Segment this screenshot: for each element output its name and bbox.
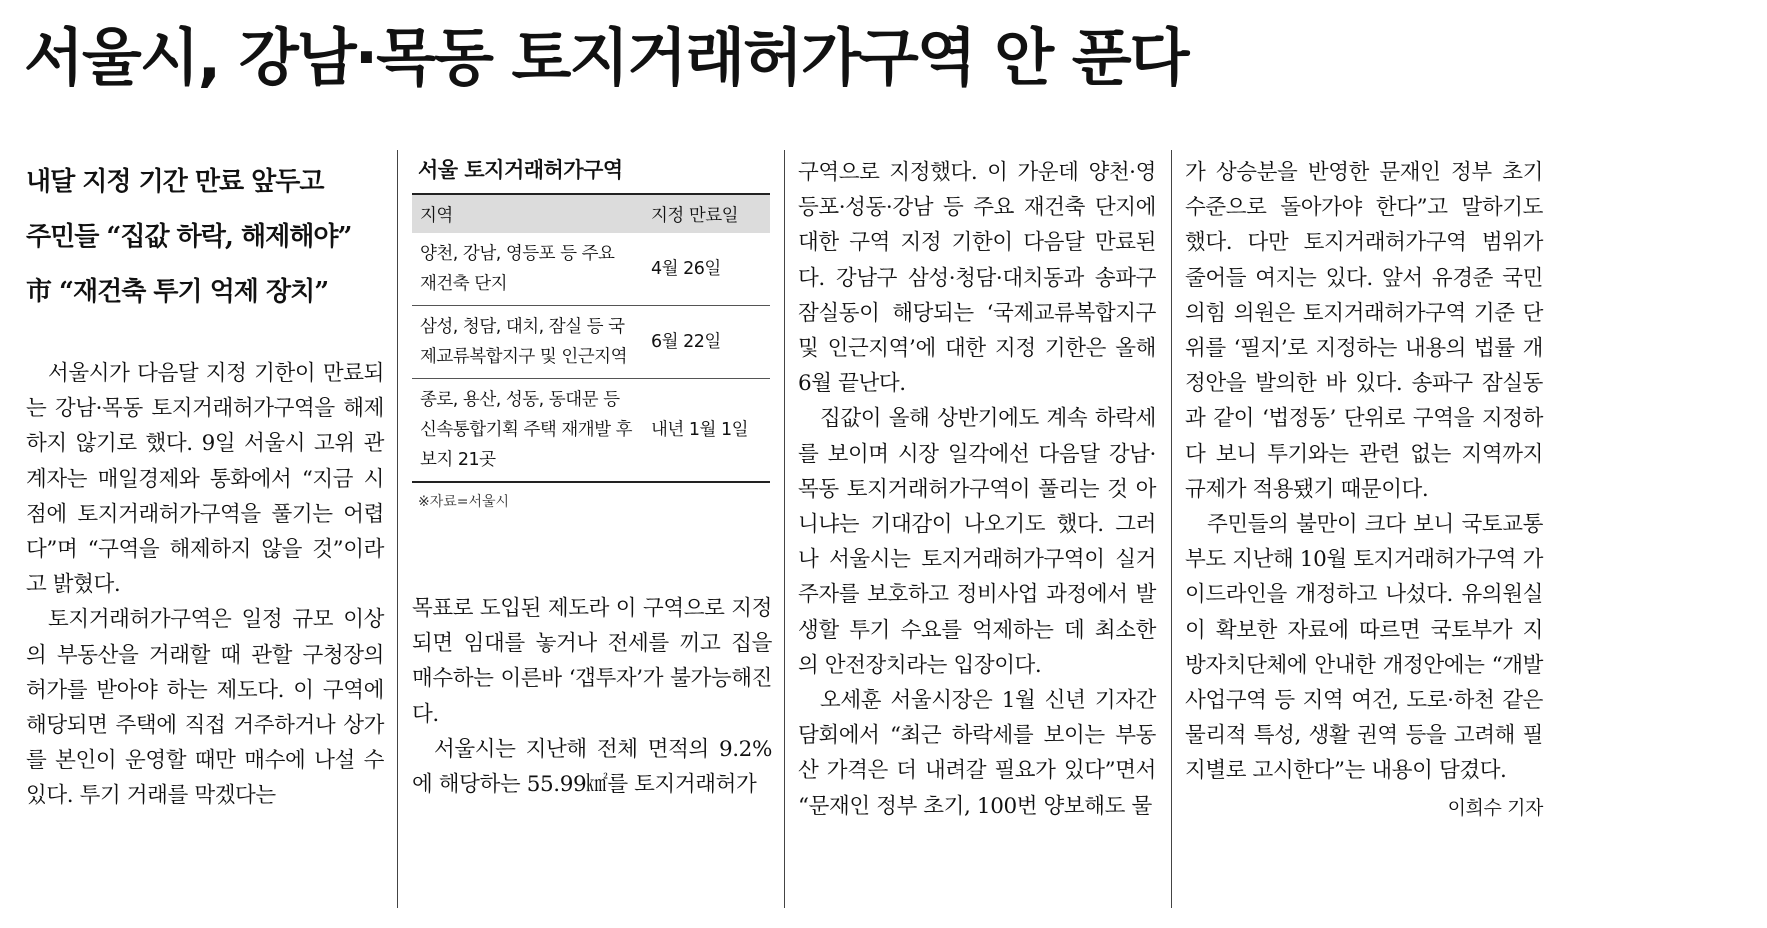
table-cell-region: 종로, 용산, 성동, 동대문 등 신속통합기획 주택 재개발 후보지 21곳 <box>412 379 643 483</box>
article-paragraph: 서울시는 지난해 전체 면적의 9.2%에 해당하는 55.99㎢를 토지거래허가 <box>412 736 772 798</box>
article-paragraph: 가 상승분을 반영한 문재인 정부 초기 수준으로 돌아가야 한다”고 말하기도 했다. 다만 토지거래허가구역 범위가 줄어들 여지는 있다. 앞서 유경준 국민의힘 의원은 토지거래허가구역 기준 단위를 ‘필지’로 지정하는 내용의 법률 개정안을 발의한 바 있다. 송파구 잠실동과 같이 ‘법정동’ 단위로 구역을 지정하다 보니 투기와는 관련 없는 지역까지 규제가 적용됐기 때문이다. <box>1185 160 1543 502</box>
table-title: 서울 토지거래허가구역 <box>418 158 623 182</box>
table-header-expiry: 지정 만료일 <box>643 194 770 233</box>
subheadline: 주민들 “집값 하락, 해제해야” <box>26 222 352 252</box>
article-paragraph: 구역으로 지정했다. 이 가운데 양천·영등포·성동·강남 등 주요 재건축 단지에 대한 구역 지정 기한이 다음달 만료된다. 강남구 삼성·청담·대치동과 송파구 잠실동이 해당되는 ‘국제교류복합지구 및 인근지역’에 대한 지정 기한은 올해 6월 끝난다. <box>798 160 1156 397</box>
article-paragraph-text: 주민들의 불만이 크다 보니 국토교통부도 지난해 10월 토지거래허가구역 가이드라인을 개정하고 나섰다. 유의원실이 확보한 자료에 따르면 국토부가 지방자치단체에 안내한 개정안에는 “개발사업구역 등 지역 여건, 도로·하천 같은 물리적 특성, 생활 권역 등을 고려해 필지별로 고시한다”는 내용이 담겼다. <box>1185 512 1543 784</box>
article-column-2 <box>412 155 772 910</box>
table-source: ※자료=서울시 <box>418 494 510 510</box>
column-divider <box>784 150 785 908</box>
subheadlines <box>26 155 384 320</box>
table-cell-region: 삼성, 청담, 대치, 잠실 등 국제교류복합지구 및 인근지역 <box>412 306 643 379</box>
table-cell-expiry: 4월 26일 <box>643 233 770 306</box>
article-column-1 <box>26 155 384 910</box>
table-cell-region: 양천, 강남, 영등포 등 주요 재건축 단지 <box>412 233 643 306</box>
headline: 서울시, 강남·목동 토지거래허가구역 안 푼다 <box>24 21 1188 94</box>
table-cell-expiry: 6월 22일 <box>643 306 770 379</box>
article-paragraph: 서울시가 다음달 지정 기한이 만료되는 강남·목동 토지거래허가구역을 해제하지 않기로 했다. 9일 서울시 고위 관계자는 매일경제와 통화에서 “지금 시점에 토지거래허가구역을 풀기는 어렵다”며 “구역을 해제하지 않을 것”이라고 밝혔다. <box>26 361 384 598</box>
article-paragraph: 오세훈 서울시장은 1월 신년 기자간담회에서 “최근 하락세를 보이는 부동산 가격은 더 내려갈 필요가 있다”면서 “문재인 정부 초기, 100번 양보해도 물 <box>798 688 1156 819</box>
zones-table <box>412 193 770 483</box>
byline: 이희수 기자 <box>1447 796 1543 819</box>
subheadline: 市 “재건축 투기 억제 장치” <box>26 277 329 307</box>
table-row <box>412 379 770 483</box>
table-header-region: 지역 <box>412 194 643 233</box>
article-paragraph: 토지거래허가구역은 일정 규모 이상의 부동산을 거래할 때 관할 구청장의 허가를 받아야 하는 제도다. 이 구역에 해당되면 주택에 직접 거주하거나 상가를 본인이 운영할 때만 매수에 나설 수 있다. 투기 거래를 막겠다는 <box>26 607 384 809</box>
article-paragraph <box>1185 507 1543 819</box>
column-2-text <box>412 591 772 802</box>
article-column-3 <box>798 155 1156 910</box>
table-header-row <box>412 194 770 233</box>
article-paragraph: 목표로 도입된 제도라 이 구역으로 지정되면 임대를 놓거나 전세를 끼고 집을 매수하는 이른바 ‘갭투자’가 불가능해진다. <box>412 596 772 727</box>
table-row <box>412 233 770 306</box>
article-paragraph: 집값이 올해 상반기에도 계속 하락세를 보이며 시장 일각에선 다음달 강남·목동 토지거래허가구역이 풀리는 것 아니냐는 기대감이 나오기도 했다. 그러나 서울시는 토지거래허가구역이 실거주자를 보호하고 정비사업 과정에서 발생할 투기 수요를 억제하는 데 최소한의 안전장치라는 입장이다. <box>798 406 1156 678</box>
column-divider <box>397 150 398 908</box>
article-column-4 <box>1185 155 1543 910</box>
table-cell-expiry: 내년 1월 1일 <box>643 379 770 483</box>
table-row <box>412 306 770 379</box>
subheadline: 내달 지정 기간 만료 앞두고 <box>26 167 324 197</box>
column-divider <box>1171 150 1172 908</box>
